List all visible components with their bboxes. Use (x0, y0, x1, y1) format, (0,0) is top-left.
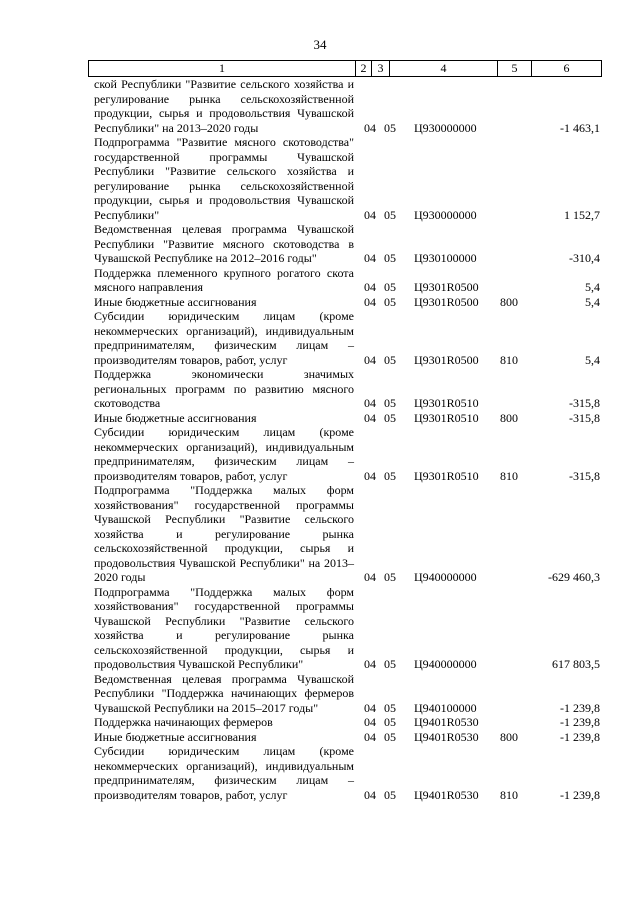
table-row (88, 483, 602, 585)
row-description: Поддержка начинающих фермеров (94, 715, 273, 729)
row-target-code: Ц9401R0530 (414, 787, 479, 802)
row-section: 04 (364, 657, 376, 671)
row-section: 04 (364, 715, 376, 729)
row-description: Иные бюджетные ассигнования (94, 294, 257, 309)
row-section: 04 (364, 396, 376, 410)
row-section: 04 (364, 787, 376, 802)
row-description: Поддержка племенного крупного рогатого скота мясного направления (94, 265, 354, 294)
row-subsection: 05 (384, 715, 396, 729)
budget-table (88, 60, 602, 802)
table-row (88, 309, 602, 367)
row-target-code: Ц9301R0500 (414, 294, 479, 309)
row-section: 04 (364, 251, 376, 265)
row-subsection: 05 (384, 787, 396, 802)
row-target-code: Ц9401R0530 (414, 715, 479, 729)
table-row (88, 715, 602, 730)
row-section: 04 (364, 280, 376, 294)
row-amount: -1 239,8 (560, 787, 600, 802)
table-row (88, 411, 602, 426)
row-amount: -1 239,8 (560, 700, 600, 715)
row-subsection: 05 (384, 468, 396, 483)
row-amount: -629 460,3 (548, 570, 600, 584)
header-col-2: 2 (355, 61, 371, 76)
row-amount: -315,8 (569, 468, 600, 483)
row-target-code: Ц930100000 (414, 251, 477, 265)
row-section: 04 (364, 700, 376, 715)
table-header (88, 60, 602, 77)
table-row (88, 730, 602, 745)
row-subsection: 05 (384, 570, 396, 584)
row-subsection: 05 (384, 280, 396, 294)
row-amount: 5,4 (585, 294, 600, 309)
table-row (88, 222, 602, 266)
row-amount: 617 803,5 (552, 657, 600, 671)
row-amount: 1 152,7 (564, 207, 600, 222)
row-section: 04 (364, 468, 376, 483)
row-subsection: 05 (384, 120, 396, 135)
row-target-code: Ц9401R0530 (414, 729, 479, 744)
row-amount: -1 239,8 (560, 729, 600, 744)
row-target-code: Ц940000000 (414, 570, 477, 584)
header-col-1: 1 (219, 61, 225, 75)
row-expense-type: 800 (500, 410, 518, 425)
row-description: Субсидии юридическим лицам (кроме некоммерческих организаций), индивидуальным предпринимателям, физическим лицам – производителям товаров, работ, услуг (94, 425, 354, 483)
row-section: 04 (364, 294, 376, 309)
table-row (88, 425, 602, 483)
table-row (88, 585, 602, 672)
row-amount: 5,4 (585, 352, 600, 367)
row-amount: -315,8 (569, 410, 600, 425)
row-expense-type: 800 (500, 294, 518, 309)
row-description: Иные бюджетные ассигнования (94, 410, 257, 425)
table-body (88, 77, 602, 802)
row-description: Подпрограмма "Поддержка малых форм хозяйствования" государственной программы Чувашской Республики "Развитие сельского хозяйства и регулирование рынка сельскохозяйственной продукции, сырья и продовольствия Чувашской Республики" (94, 584, 354, 671)
row-section: 04 (364, 207, 376, 222)
row-target-code: Ц930000000 (414, 207, 477, 222)
table-row (88, 295, 602, 310)
table-row (88, 744, 602, 802)
row-description: Ведомственная целевая программа Чувашской Республики "Развитие мясного скотоводства в Чувашской Республике на 2012–2016 годы" (94, 222, 354, 265)
row-section: 04 (364, 352, 376, 367)
row-description: Поддержка экономически значимых региональных программ по развитию мясного скотоводства (94, 367, 354, 410)
row-target-code: Ц9301R0510 (414, 410, 479, 425)
row-description: Ведомственная целевая программа Чувашской Республики "Поддержка начинающих фермеров Чувашской Республики на 2015–2017 годы" (94, 671, 354, 715)
row-expense-type: 810 (500, 787, 518, 802)
row-target-code: Ц940100000 (414, 700, 477, 715)
row-subsection: 05 (384, 657, 396, 671)
row-amount: -1 239,8 (560, 715, 600, 729)
row-description: ской Республики "Развитие сельского хозяйства и регулирование рынка сельскохозяйственной продукции, сырья и продовольствия Чувашской Республики" на 2013–2020 годы (94, 77, 354, 135)
row-description: Подпрограмма "Развитие мясного скотоводства" государственной программы Чувашской Республики "Развитие сельского хозяйства и регулирование рынка сельскохозяйственной продукции, сырья и продовольствия Чувашской Республики" (94, 135, 354, 222)
header-col-4: 4 (389, 61, 497, 76)
row-description: Иные бюджетные ассигнования (94, 729, 257, 744)
row-subsection: 05 (384, 294, 396, 309)
row-target-code: Ц9301R0510 (414, 396, 479, 410)
row-section: 04 (364, 410, 376, 425)
table-row (88, 135, 602, 222)
table-row (88, 77, 602, 135)
row-amount: 5,4 (585, 280, 600, 294)
header-col-3: 3 (371, 61, 389, 76)
table-row (88, 367, 602, 411)
header-col-5: 5 (497, 61, 531, 76)
row-target-code: Ц940000000 (414, 657, 477, 671)
row-target-code: Ц9301R0510 (414, 468, 479, 483)
page-number: 34 (313, 37, 327, 52)
row-subsection: 05 (384, 207, 396, 222)
table-row (88, 266, 602, 295)
row-section: 04 (364, 729, 376, 744)
header-col-6: 6 (531, 61, 601, 76)
row-amount: -310,4 (569, 251, 600, 265)
row-subsection: 05 (384, 729, 396, 744)
row-target-code: Ц9301R0500 (414, 352, 479, 367)
row-amount: -315,8 (569, 396, 600, 410)
row-description: Субсидии юридическим лицам (кроме некоммерческих организаций), индивидуальным предпринимателям, физическим лицам – производителям товаров, работ, услуг (94, 309, 354, 367)
row-subsection: 05 (384, 700, 396, 715)
row-subsection: 05 (384, 352, 396, 367)
row-description: Субсидии юридическим лицам (кроме некоммерческих организаций), индивидуальным предпринимателям, физическим лицам – производителям товаров, работ, услуг (94, 744, 354, 802)
row-expense-type: 810 (500, 468, 518, 483)
row-subsection: 05 (384, 396, 396, 410)
row-section: 04 (364, 120, 376, 135)
row-subsection: 05 (384, 251, 396, 265)
table-row (88, 672, 602, 716)
row-description: Подпрограмма "Поддержка малых форм хозяйствования" государственной программы Чувашской Республики "Развитие сельского хозяйства и регулирование рынка сельскохозяйственной продукции, сырья и продовольствия Чувашской Республики" на 2013–2020 годы (94, 483, 354, 584)
row-expense-type: 810 (500, 352, 518, 367)
row-target-code: Ц9301R0500 (414, 280, 479, 294)
row-subsection: 05 (384, 410, 396, 425)
row-expense-type: 800 (500, 729, 518, 744)
row-amount: -1 463,1 (560, 120, 600, 135)
row-section: 04 (364, 570, 376, 584)
row-target-code: Ц930000000 (414, 120, 477, 135)
